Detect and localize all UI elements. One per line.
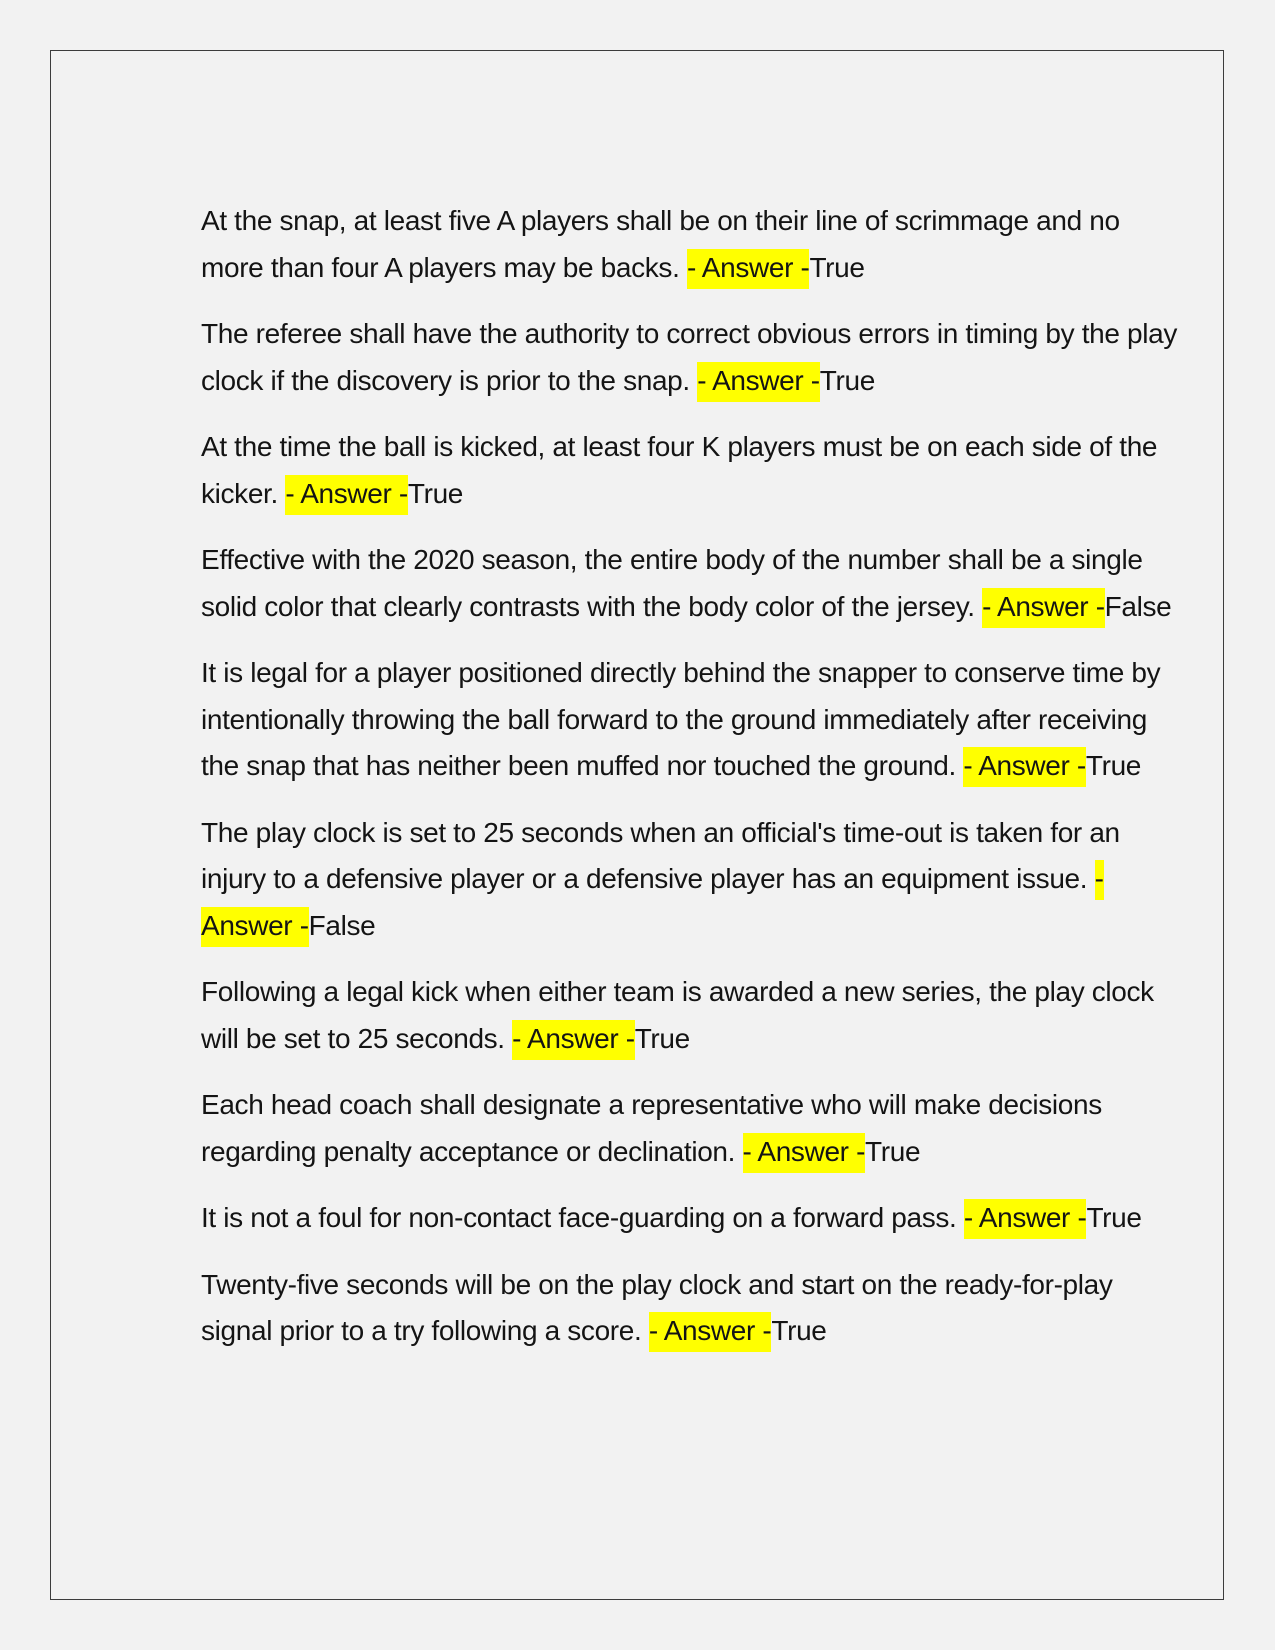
question-text: The referee shall have the authority to correct obvious errors in timing by the play clock if the discovery is prior to the snap. <box>201 318 1177 396</box>
answer-value: True <box>819 364 875 396</box>
question-text: At the time the ball is kicked, at least four K players must be on each side of the kicker. <box>201 431 1158 509</box>
question-item <box>201 311 1186 404</box>
question-item <box>201 1195 1186 1242</box>
answer-value: True <box>865 1135 921 1167</box>
question-item <box>201 969 1186 1062</box>
question-item <box>201 1262 1186 1355</box>
answer-marker: - Answer - <box>649 1312 772 1352</box>
question-text: Each head coach shall designate a representative who will make decisions regarding penalty acceptance or declination. <box>201 1089 1102 1167</box>
question-item <box>201 810 1186 950</box>
answer-marker: - Answer - <box>743 1133 866 1173</box>
answer-value: True <box>771 1315 827 1346</box>
answer-marker: - Answer - <box>963 747 1086 787</box>
question-item <box>201 198 1186 291</box>
question-text: At the snap, at least five A players shall be on their line of scrimmage and no more than four A players may be backs. <box>201 205 1120 283</box>
question-item <box>201 537 1186 630</box>
answer-marker: - Answer - <box>285 475 408 515</box>
question-text: It is legal for a player positioned directly behind the snapper to conserve time by intentionally throwing the ball forward to the ground immediately after receiving the snap that has neither been muffed nor touched the ground. <box>201 657 1161 781</box>
answer-value: False <box>308 909 376 941</box>
answer-marker: - Answer - <box>982 588 1105 628</box>
question-item <box>201 650 1186 790</box>
question-list <box>201 198 1186 1375</box>
answer-marker: - Answer - <box>201 860 1104 947</box>
answer-marker: - Answer - <box>512 1020 635 1060</box>
answer-value: True <box>1085 750 1142 781</box>
answer-marker: - Answer - <box>964 1199 1087 1239</box>
page-frame <box>50 50 1224 1600</box>
question-item <box>201 424 1186 517</box>
answer-value: True <box>809 251 865 283</box>
answer-value: False <box>1104 590 1172 622</box>
answer-marker: - Answer - <box>697 362 820 402</box>
answer-value: True <box>1086 1202 1142 1233</box>
question-text: Effective with the 2020 season, the entire body of the number shall be a single solid color that clearly contrasts with the body color of the jersey. <box>201 544 1143 622</box>
question-text: The play clock is set to 25 seconds when an official's time-out is taken for an injury to a defensive player or a defensive player has an equipment issue. <box>201 816 1120 894</box>
question-text: Twenty-five seconds will be on the play clock and start on the ready-for-play signal prior to a try following a score. <box>201 1268 1113 1346</box>
answer-marker: - Answer - <box>687 249 810 289</box>
question-text: Following a legal kick when either team is awarded a new series, the play clock will be set to 25 seconds. <box>201 976 1154 1054</box>
answer-value: True <box>634 1022 690 1054</box>
answer-value: True <box>407 477 464 509</box>
question-text: It is not a foul for non-contact face-guarding on a forward pass. <box>201 1202 964 1233</box>
question-item <box>201 1082 1186 1175</box>
